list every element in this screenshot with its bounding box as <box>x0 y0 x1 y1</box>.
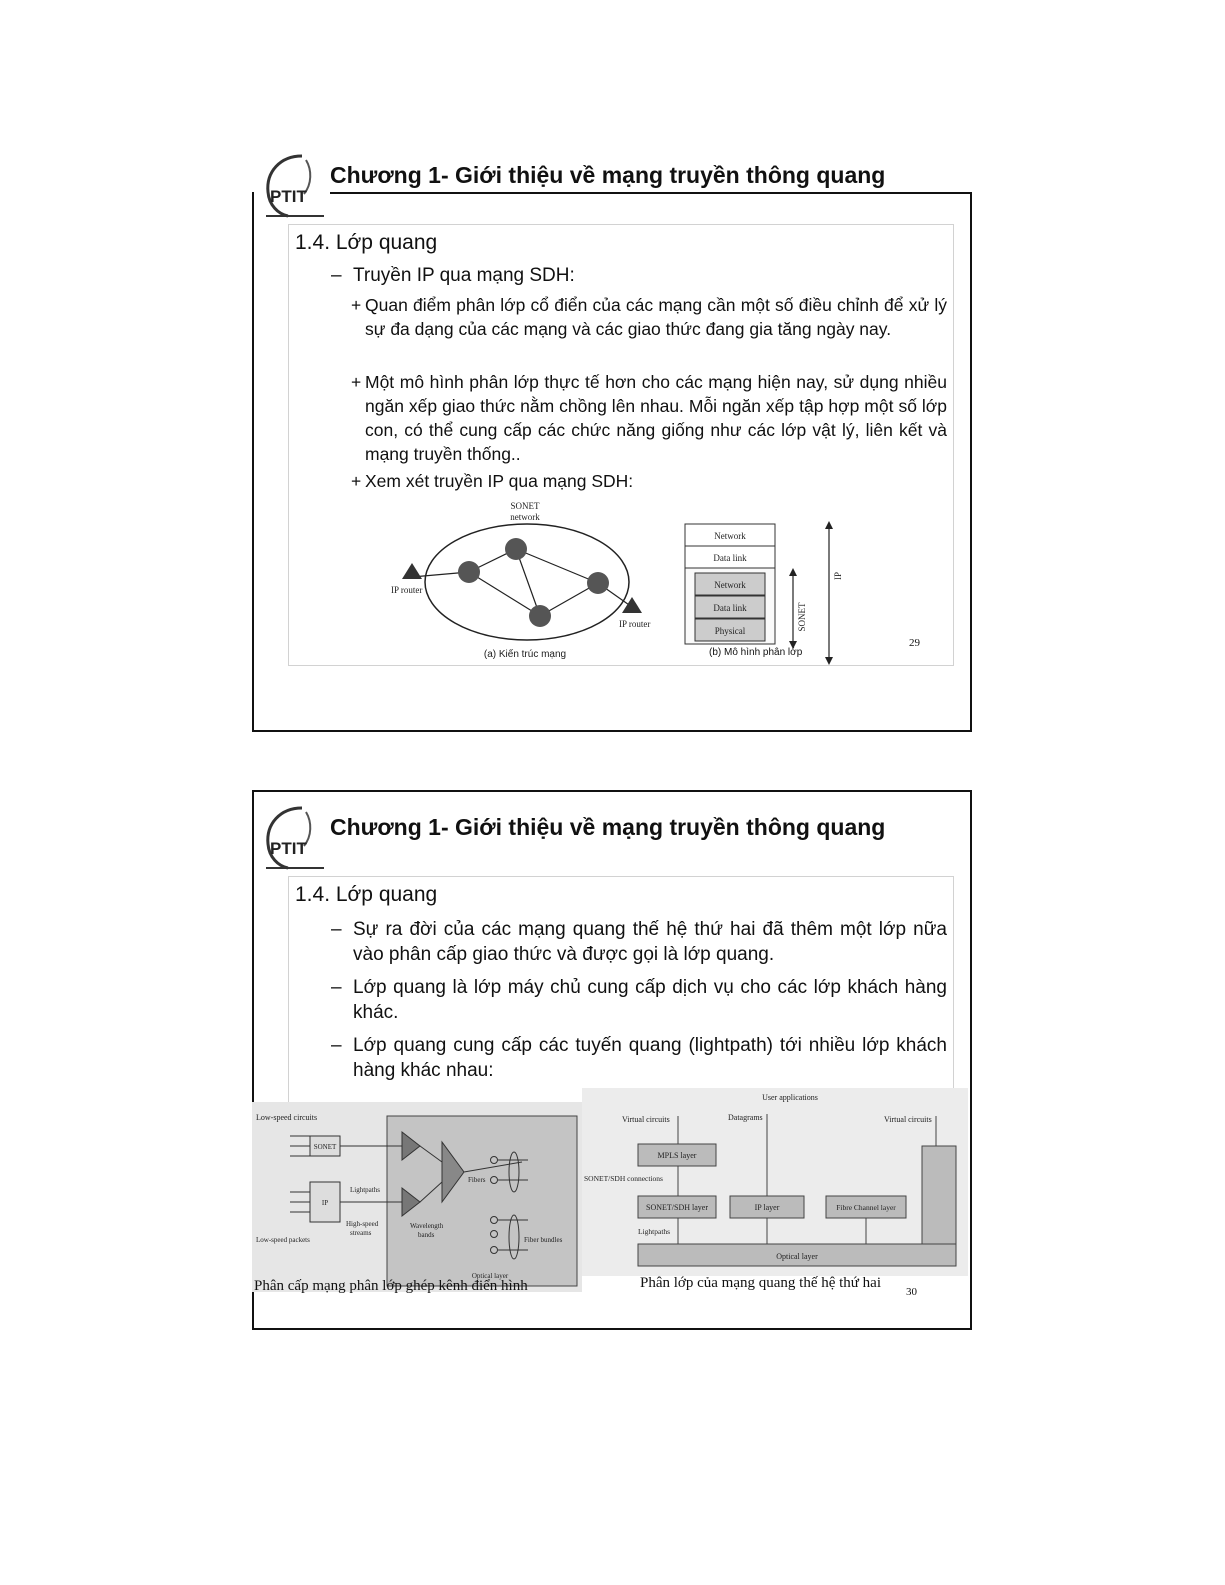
diagram-label: Wavelength <box>410 1222 444 1230</box>
layer-label: Physical <box>714 626 746 636</box>
axis-label: SONET <box>797 602 807 632</box>
diagram-label: Virtual circuits <box>884 1115 932 1124</box>
figure-caption: (b) Mô hình phân lớp <box>709 647 803 658</box>
plus-marker: + <box>351 295 362 315</box>
network-label: network <box>510 512 540 522</box>
bullet-item <box>331 1033 947 1083</box>
diagram-label: Fibre Channel layer <box>836 1203 896 1212</box>
bullet-text: Lớp quang cung cấp các tuyến quang (lightpath) tới nhiều lớp khách hàng khác nhau: <box>353 1035 947 1081</box>
bullet-text: Lớp quang là lớp máy chủ cung cấp dịch vụ cho các lớp khách hàng khác. <box>353 977 947 1023</box>
node-icon <box>529 605 551 627</box>
slide-content <box>288 224 954 666</box>
figure-caption: Phân cấp mạng phân lớp ghép kênh điển hình <box>254 1278 528 1294</box>
sub-bullet-item <box>351 469 947 493</box>
diagram-label: IP <box>321 1199 329 1207</box>
axis-label: IP <box>833 571 843 581</box>
slide-29 <box>252 150 972 732</box>
diagram-label: Optical layer <box>776 1252 818 1261</box>
page-number: 30 <box>906 1286 917 1298</box>
sub-bullet-item <box>351 370 947 466</box>
figure-caption: (a) Kiến trúc mạng <box>483 649 567 660</box>
node-icon <box>458 561 480 583</box>
dash-marker: – <box>331 265 342 286</box>
bullet-text: Truyền IP qua mạng SDH: <box>353 265 575 286</box>
diagram-label: Virtual circuits <box>622 1115 670 1124</box>
figure-caption: Phân lớp của mạng quang thế hệ thứ hai <box>640 1275 882 1291</box>
slide-30 <box>252 790 972 1330</box>
sub-bullet-text: Quan điểm phân lớp cổ điển của các mạng cần một số điều chỉnh để xử lý sự đa dạng của các mạng và các giao thức đang gia tăng ngày nay. <box>365 295 947 339</box>
diagram-label: Lightpaths <box>350 1186 380 1194</box>
dash-marker: – <box>331 1035 342 1056</box>
diagram-label: Low-speed circuits <box>256 1113 318 1122</box>
bullet-item <box>331 263 943 288</box>
diagram-label: SONET/SDH layer <box>646 1203 708 1212</box>
diagram-label: Datagrams <box>728 1113 763 1122</box>
bullet-item <box>331 917 947 967</box>
sonet-network-diagram <box>369 497 679 665</box>
sub-bullet-item <box>351 293 947 341</box>
multiplexing-hierarchy-diagram <box>252 1102 582 1292</box>
bullet-text: Sự ra đời của các mạng quang thế hệ thứ hai đã thêm một lớp nữa vào phân cấp giao thức và được gọi là lớp quang. <box>353 919 947 965</box>
section-heading: 1.4. Lớp quang <box>295 883 438 906</box>
bullet-item <box>331 975 947 1025</box>
network-label: SONET <box>510 501 540 511</box>
layer-label: Data link <box>713 603 747 613</box>
diagram-label: IP layer <box>754 1203 780 1212</box>
diagram-label: Optical layer <box>471 1272 509 1280</box>
sub-bullet-text: Một mô hình phân lớp thực tế hơn cho các mạng hiện nay, sử dụng nhiều ngăn xếp giao thức nằm chồng lên nhau. Mỗi ngăn xếp tập hợp một số lớp con, có thể cung cấp các chức năng giống như các lớp vật lý, liên kết và mạng truyền thống.. <box>365 372 947 464</box>
dash-marker: – <box>331 977 342 998</box>
section-heading: 1.4. Lớp quang <box>295 231 438 254</box>
router-icon <box>402 563 422 579</box>
diagram-label: bands <box>418 1231 435 1239</box>
slide-title: Chương 1- Giới thiệu về mạng truyền thông quang <box>330 162 886 188</box>
sub-bullet-text: Xem xét truyền IP qua mạng SDH: <box>365 471 634 491</box>
node-icon <box>587 572 609 594</box>
plus-marker: + <box>351 372 362 392</box>
node-icon <box>505 538 527 560</box>
diagram-label: MPLS layer <box>657 1151 697 1160</box>
ptit-logo-icon <box>262 150 324 228</box>
dash-marker: – <box>331 919 342 940</box>
plus-marker: + <box>351 471 362 491</box>
page-number: 29 <box>909 637 920 649</box>
optical-layering-diagram <box>582 1088 968 1276</box>
router-label: IP router <box>619 619 651 629</box>
layer-label: Network <box>714 580 746 590</box>
slide-content <box>288 876 954 1118</box>
layer-label: Network <box>714 531 746 541</box>
diagram-label: SONET/SDH connections <box>584 1174 663 1183</box>
layered-model-diagram <box>681 520 861 665</box>
svg-text:PTIT: PTIT <box>270 187 307 206</box>
svg-text:PTIT: PTIT <box>270 839 307 858</box>
diagram-label: Fiber bundles <box>524 1236 563 1244</box>
ptit-logo-icon <box>262 802 324 880</box>
diagram-label: Fibers <box>468 1176 486 1184</box>
diagram-label: SONET <box>313 1143 337 1151</box>
diagram-label: User applications <box>762 1093 818 1102</box>
slide-title: Chương 1- Giới thiệu về mạng truyền thông quang <box>330 814 886 840</box>
router-label: IP router <box>391 585 423 595</box>
diagram-label: Lightpaths <box>638 1227 671 1236</box>
layer-label: Data link <box>713 553 747 563</box>
diagram-label: High-speed <box>346 1220 379 1228</box>
diagram-label: Low-speed packets <box>256 1236 310 1244</box>
diagram-label: streams <box>350 1229 372 1237</box>
